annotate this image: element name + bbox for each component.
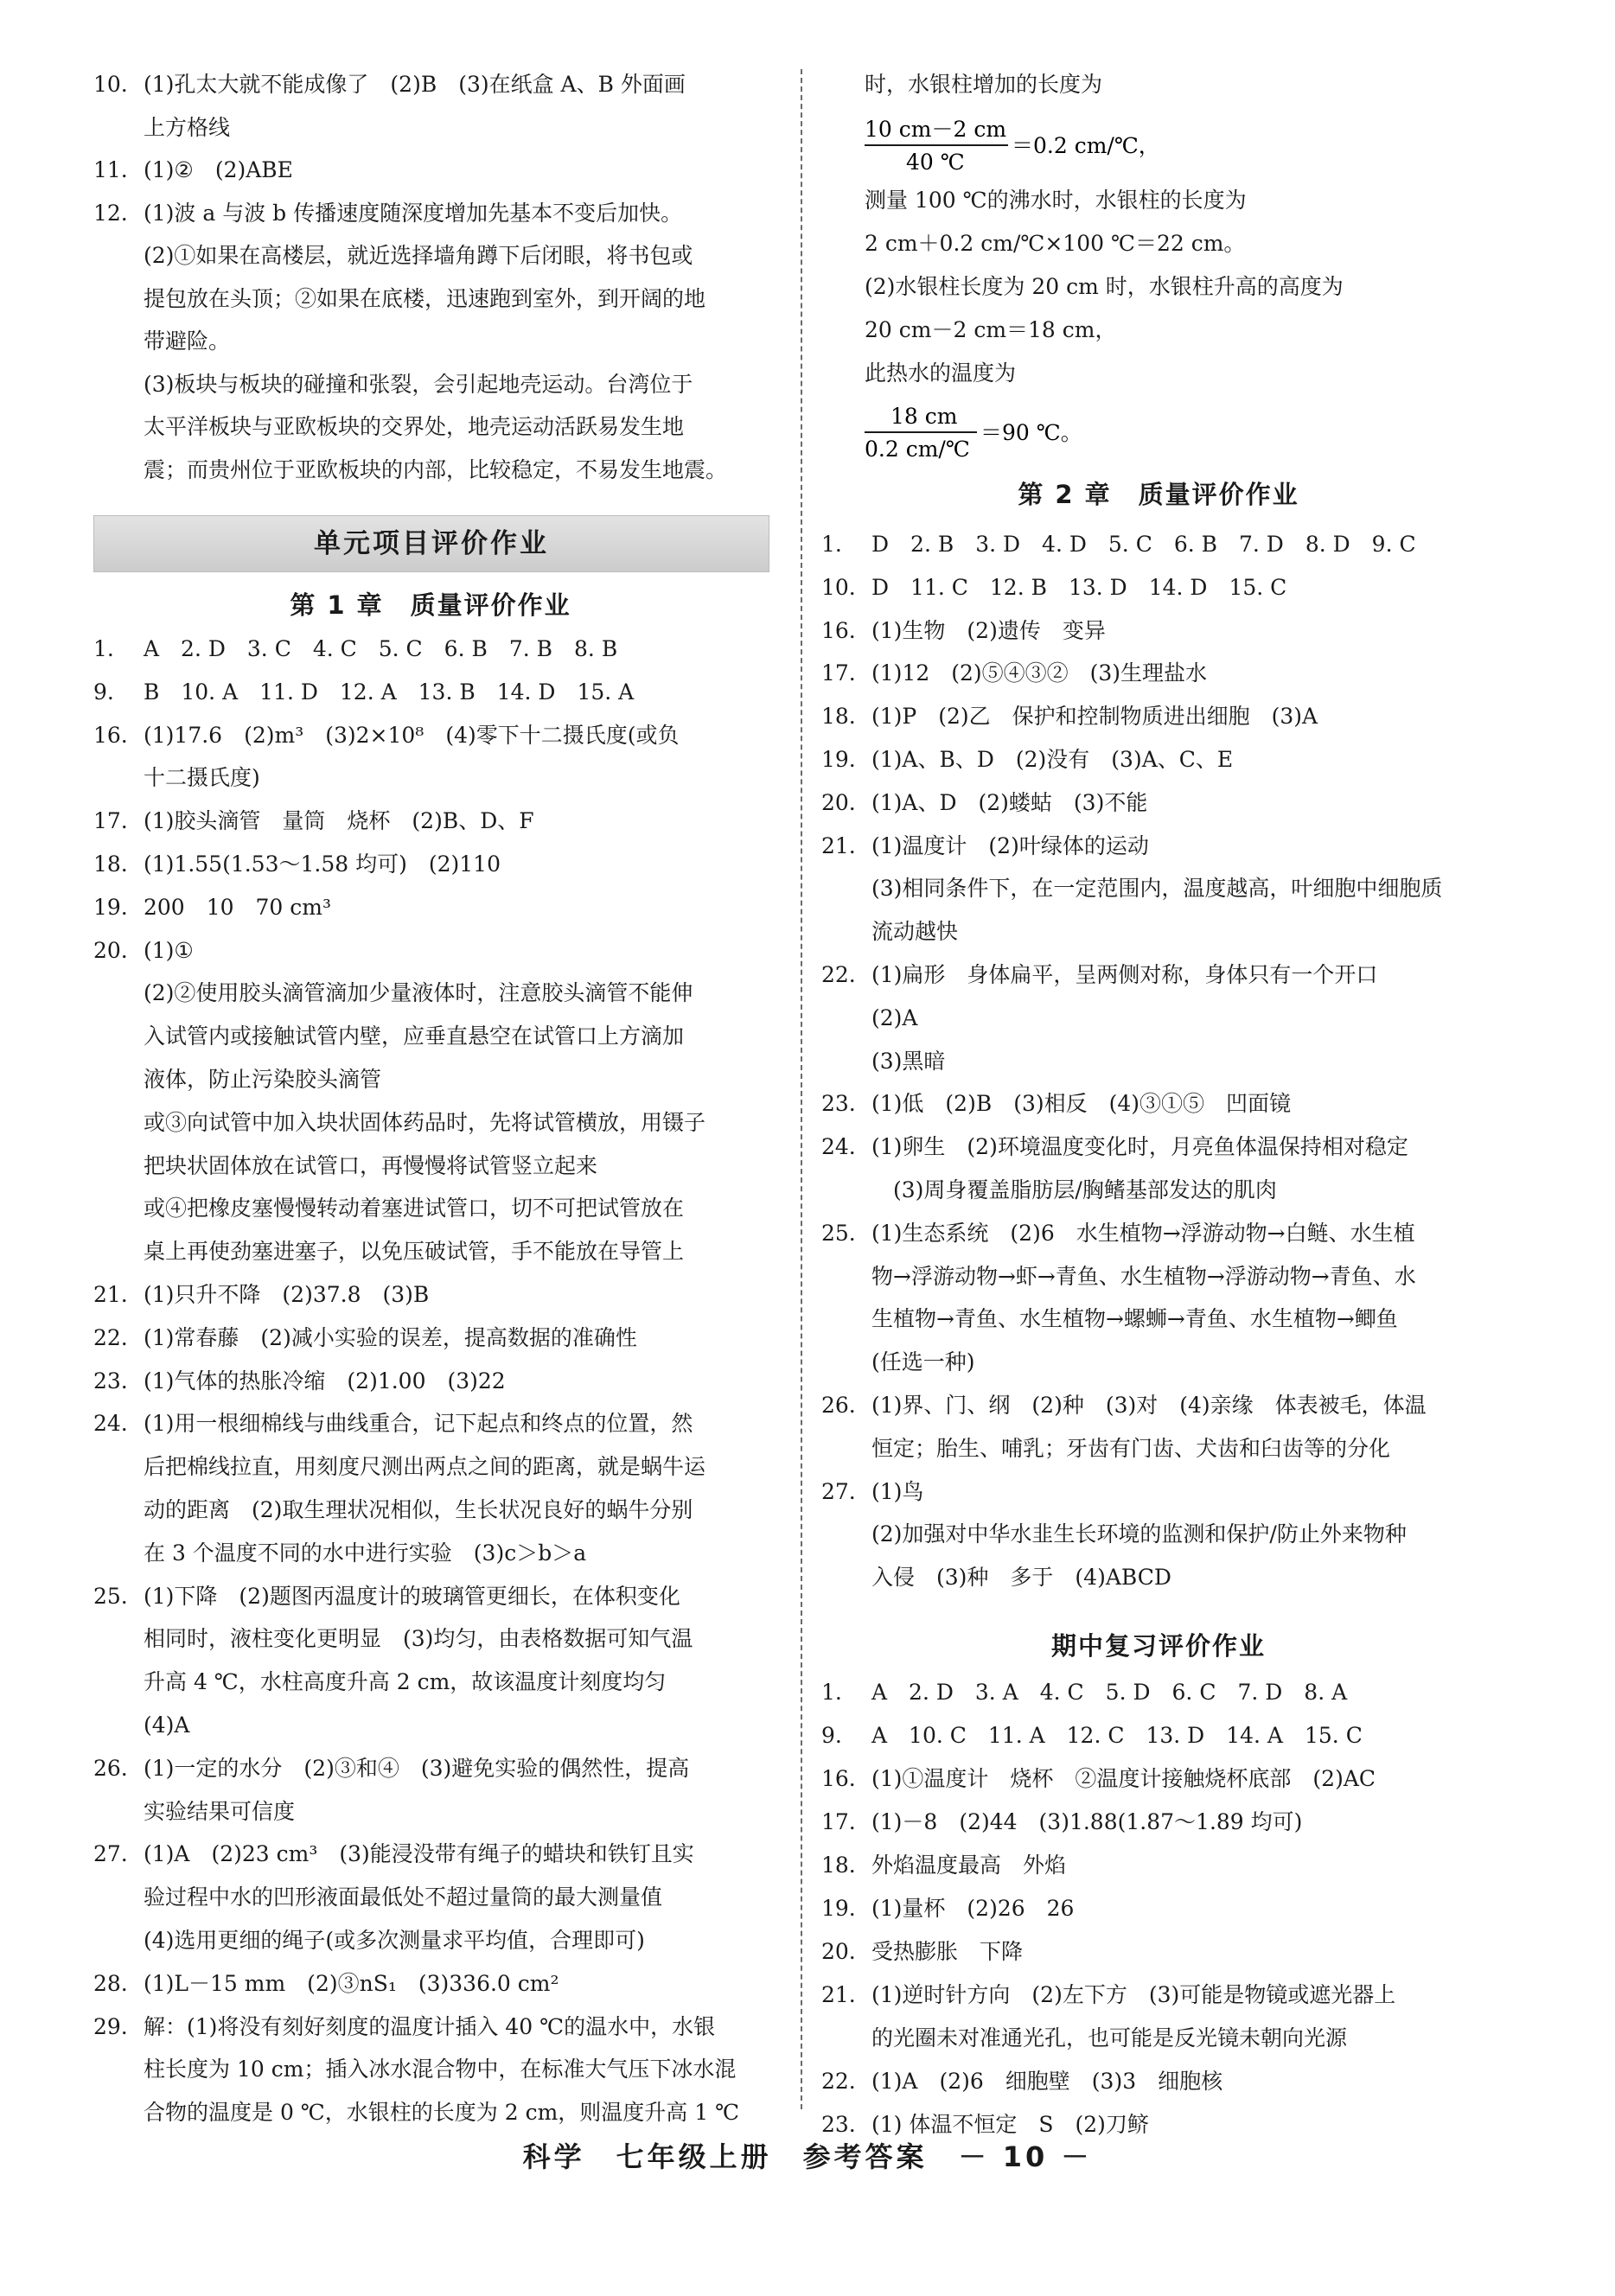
answer-line xyxy=(821,1519,1407,1550)
answer-line xyxy=(821,1936,1023,1968)
answer-line xyxy=(93,677,634,708)
answer-text: A 2. D 3. C 4. C 5. C 6. B 7. B 8. B xyxy=(144,636,618,661)
answer-text: (1)低 (2)B (3)相反 (4)③①⑤ 凹面镜 xyxy=(871,1091,1292,1117)
answer-line xyxy=(93,411,684,443)
answer-text: 柱长度为 10 cm；插入冰水混合物中，在标准大气压下冰水混 xyxy=(144,2057,737,2082)
answer-text: (4)选用更细的绳子(或多次测量求平均值，合理即可) xyxy=(144,1928,645,1953)
answer-text: (1)－8 (2)44 (3)1.88(1.87～1.89 均可) xyxy=(871,1809,1303,1834)
answer-text: A 10. C 11. A 12. C 13. D 14. A 15. C xyxy=(871,1723,1363,1748)
answer-line xyxy=(821,658,1207,689)
fraction-2-result: ＝90 ℃。 xyxy=(980,420,1082,445)
question-number: 21. xyxy=(821,832,856,858)
answer-line xyxy=(821,1476,923,1508)
answer-line xyxy=(93,2054,736,2085)
answer-text: (1)波 a 与波 b 传播速度随深度增加先基本不变后加快。 xyxy=(144,200,683,226)
question-number: 11. xyxy=(93,157,128,182)
answer-line xyxy=(93,1796,295,1827)
answer-line xyxy=(93,1366,506,1397)
fraction-2-denominator: 0.2 cm/℃ xyxy=(865,437,970,462)
answer-line xyxy=(93,935,194,966)
answer-line xyxy=(93,1495,693,1526)
question-number: 27. xyxy=(93,1841,128,1867)
answer-text: B 10. A 11. D 12. A 13. B 14. D 15. A xyxy=(144,679,635,705)
chapter-2-title: 第 2 章 质量评价作业 xyxy=(1018,480,1299,509)
answer-line xyxy=(821,744,1233,775)
answer-text: 太平洋板块与亚欧板块的交界处，地壳运动活跃易发生地 xyxy=(144,414,685,439)
answer-line xyxy=(821,831,1149,862)
answer-text: (1)② (2)ABE xyxy=(144,157,293,182)
fraction-1 xyxy=(865,112,1470,178)
answer-text: 后把棉线拉直，用刻度尺测出两点之间的距离，就是蜗牛运 xyxy=(144,1454,706,1480)
answer-line xyxy=(93,1323,637,1354)
question-number: 23. xyxy=(821,1091,856,1117)
question-number: 27. xyxy=(821,1478,856,1504)
answer-text: (1)逆时针方向 (2)左下方 (3)可能是物镜或遮光器上 xyxy=(871,1982,1396,2007)
answer-line xyxy=(93,634,617,665)
answer-line xyxy=(93,1021,684,1052)
answer-line xyxy=(821,1763,1376,1795)
answer-line xyxy=(821,916,958,947)
answer-line xyxy=(93,2097,739,2128)
question-number: 28. xyxy=(93,1970,128,1996)
question-number: 18. xyxy=(821,1853,856,1878)
answer-text: 外焰温度最高 外焰 xyxy=(871,1853,1067,1878)
answer-line xyxy=(93,1968,559,1999)
answer-line xyxy=(821,2023,1347,2054)
answer-line xyxy=(821,1677,1347,1708)
answer-text: (3)周身覆盖脂肪层/胸鳍基部发达的肌肉 xyxy=(871,1177,1277,1202)
answer-text: (1)P (2)乙 保护和控制物质进出细胞 (3)A xyxy=(871,704,1318,730)
answer-line xyxy=(821,529,1416,560)
answer-text: 相同时，液柱变化更明显 (3)均匀，由表格数据可知气温 xyxy=(144,1626,693,1652)
answer-text: 上方格线 xyxy=(144,114,231,140)
answer-text: (3)相同条件下，在一定范围内，温度越高，叶细胞中细胞质 xyxy=(871,876,1443,902)
calculation-line: (2)水银柱长度为 20 cm 时，水银柱升高的高度为 xyxy=(865,274,1344,299)
answer-line xyxy=(821,1088,1291,1119)
answer-line xyxy=(93,1753,689,1784)
answer-text: (2)加强对中华水韭生长环境的监测和保护/防止外来物种 xyxy=(871,1521,1407,1547)
answer-text: 恒定；胎生、哺乳；牙齿有门齿、犬齿和臼齿等的分化 xyxy=(871,1435,1391,1461)
question-number: 16. xyxy=(821,617,856,643)
question-number: 17. xyxy=(821,660,856,686)
answer-text: 流动越快 xyxy=(871,919,959,945)
calculation-line: 20 cm－2 cm＝18 cm， xyxy=(865,317,1117,342)
question-number: 29. xyxy=(93,2013,128,2039)
question-number: 23. xyxy=(93,1368,128,1394)
answer-text: 带避险。 xyxy=(144,328,231,354)
answer-line xyxy=(821,1046,945,1077)
answer-text: 入侵 (3)种 多于 (4)ABCD xyxy=(871,1565,1171,1591)
answer-line xyxy=(93,1538,586,1569)
answer-line xyxy=(821,572,1286,603)
answer-line xyxy=(821,1720,1363,1751)
answer-line xyxy=(821,1304,1398,1335)
answer-line xyxy=(93,155,293,186)
question-number: 20. xyxy=(821,789,856,815)
question-number: 10. xyxy=(93,72,128,97)
answer-text: (2)①如果在高楼层，就近选择墙角蹲下后闭眼，将书包或 xyxy=(144,243,693,268)
answer-line xyxy=(93,1710,189,1741)
answer-line xyxy=(821,1980,1395,2011)
fraction-1-numerator: 10 cm－2 cm xyxy=(865,117,1007,142)
answer-line xyxy=(93,762,260,794)
answer-line xyxy=(93,720,679,751)
answer-text: (1)量杯 (2)26 26 xyxy=(871,1896,1075,1921)
answer-line xyxy=(93,112,230,144)
continued-text: 时，水银柱增加的长度为 xyxy=(865,72,1103,97)
calculation-line: 2 cm＋0.2 cm/℃×100 ℃＝22 cm。 xyxy=(865,231,1246,256)
question-number: 21. xyxy=(821,1982,856,2007)
answer-line xyxy=(93,1925,645,1956)
answer-text: 或③向试管中加入块状固体药品时，先将试管横放，用镊子 xyxy=(144,1109,706,1135)
answer-line xyxy=(821,1893,1074,1924)
answer-line xyxy=(821,1175,1277,1206)
answer-text: (4)A xyxy=(144,1712,190,1738)
answer-line xyxy=(821,788,1147,819)
answer-line xyxy=(93,1193,684,1224)
answer-text: (2)A xyxy=(871,1004,918,1030)
calculation-line: 此热水的温度为 xyxy=(865,360,1017,386)
answer-line xyxy=(93,1279,429,1311)
question-number: 17. xyxy=(821,1809,856,1834)
answer-line xyxy=(93,1107,705,1138)
answer-text: (1)鸟 xyxy=(871,1478,924,1504)
answer-text: 合物的温度是 0 ℃，水银柱的长度为 2 cm，则温度升高 1 ℃ xyxy=(144,2100,740,2126)
question-number: 9. xyxy=(821,1723,842,1748)
answer-text: (1)A、B、D (2)没有 (3)A、C、E xyxy=(871,747,1234,772)
question-number: 12. xyxy=(93,200,128,226)
answer-text: 200 10 70 cm³ xyxy=(144,894,332,920)
answer-line xyxy=(93,1623,693,1655)
answer-text: (1)① xyxy=(144,937,194,963)
question-number: 18. xyxy=(821,704,856,730)
answer-line xyxy=(93,369,693,400)
answer-text: (1)一定的水分 (2)③和④ (3)避免实验的偶然性，提高 xyxy=(144,1755,690,1781)
answer-text: (1)A (2)6 细胞壁 (3)3 细胞核 xyxy=(871,2069,1223,2094)
answer-text: (1)只升不降 (2)37.8 (3)B xyxy=(144,1282,430,1307)
answer-line xyxy=(93,1408,693,1439)
answer-text: (1)温度计 (2)叶绿体的运动 xyxy=(871,832,1149,858)
question-number: 23. xyxy=(821,2112,856,2137)
answer-text: D 2. B 3. D 4. D 5. C 6. B 7. D 8. D 9. C xyxy=(871,532,1416,557)
answer-line xyxy=(821,1347,975,1378)
answer-line xyxy=(821,1807,1302,1838)
answer-text: 物→浮游动物→虾→青鱼、水生植物→浮游动物→青鱼、水 xyxy=(871,1263,1416,1289)
answer-line xyxy=(93,849,501,880)
answer-text: 的光圈未对准通光孔，也可能是反光镜未朝向光源 xyxy=(871,2025,1348,2050)
question-number: 20. xyxy=(93,937,128,963)
answer-text: (1)扁形 身体扁平，呈两侧对称，身体只有一个开口 xyxy=(871,962,1378,987)
question-number: 26. xyxy=(93,1755,128,1781)
answer-text: (1)胶头滴管 量筒 烧杯 (2)B、D、F xyxy=(144,808,534,834)
fraction-1-denominator: 40 ℃ xyxy=(906,150,965,175)
question-number: 19. xyxy=(821,1896,856,1921)
fraction-2 xyxy=(865,399,1470,465)
question-number: 1. xyxy=(821,1680,842,1705)
question-number: 25. xyxy=(93,1583,128,1609)
question-number: 19. xyxy=(821,747,856,772)
question-number: 18. xyxy=(93,851,128,877)
answer-line xyxy=(93,1151,597,1182)
answer-text: (1)A (2)23 cm³ (3)能浸没带有绳子的蜡块和铁钉且实 xyxy=(144,1841,694,1867)
answer-text: 提包放在头顶；②如果在底楼，迅速跑到室外，到开阔的地 xyxy=(144,285,706,311)
question-number: 1. xyxy=(93,636,114,661)
answer-line xyxy=(93,1667,666,1698)
answer-line xyxy=(821,1850,1066,1881)
answer-line xyxy=(93,326,230,357)
answer-text: 桌上再使劲塞进塞子，以免压破试管，手不能放在导管上 xyxy=(144,1239,685,1265)
question-number: 26. xyxy=(821,1393,856,1418)
answer-line xyxy=(821,701,1318,732)
answer-text: (1)生态系统 (2)6 水生植物→浮游动物→白鲢、水生植 xyxy=(871,1220,1415,1246)
answer-text: (1)1.55(1.53～1.58 均可) (2)110 xyxy=(144,851,501,877)
answer-text: 震；而贵州位于亚欧板块的内部，比较稳定，不易发生地震。 xyxy=(144,456,728,482)
answer-line xyxy=(821,615,1106,647)
question-number: 16. xyxy=(821,1766,856,1791)
answer-text: 动的距离 (2)取生理状况相似，生长状况良好的蜗牛分别 xyxy=(144,1497,693,1522)
answer-text: 升高 4 ℃，水柱高度升高 2 cm，故该温度计刻度均匀 xyxy=(144,1669,667,1695)
question-number: 22. xyxy=(821,2069,856,2094)
answer-text: 液体，防止污染胶头滴管 xyxy=(144,1067,382,1092)
answer-text: (1)气体的热胀冷缩 (2)1.00 (3)22 xyxy=(144,1368,506,1394)
question-number: 21. xyxy=(93,1282,128,1307)
answer-text: (2)②使用胶头滴管滴加少量液体时，注意胶头滴管不能伸 xyxy=(144,980,693,1006)
answer-line xyxy=(821,1562,1171,1593)
answer-line xyxy=(821,1261,1416,1292)
answer-text: A 2. D 3. A 4. C 5. D 6. C 7. D 8. A xyxy=(871,1680,1348,1705)
answer-text: (1)孔太大就不能成像了 (2)B (3)在纸盒 A、B 外面画 xyxy=(144,72,686,97)
answer-text: (1)生物 (2)遗传 变异 xyxy=(871,617,1106,643)
answer-text: (1)①温度计 烧杯 ②温度计接触烧杯底部 (2)AC xyxy=(871,1766,1376,1791)
answer-line xyxy=(821,1218,1415,1249)
answer-line xyxy=(93,1236,684,1267)
answer-text: 生植物→青鱼、水生植物→螺蛳→青鱼、水生植物→鲫鱼 xyxy=(871,1306,1398,1332)
answer-text: (1) 体温不恒定 S (2)刀鲚 xyxy=(871,2112,1149,2137)
question-number: 1. xyxy=(821,532,842,557)
answer-line xyxy=(93,284,705,315)
answer-text: 在 3 个温度不同的水中进行实验 (3)c＞b＞a xyxy=(144,1540,587,1566)
question-number: 19. xyxy=(93,894,128,920)
column-divider xyxy=(801,69,802,2109)
answer-line xyxy=(93,1064,381,1095)
question-number: 22. xyxy=(93,1324,128,1350)
answer-line xyxy=(93,198,682,229)
answer-line xyxy=(93,892,331,923)
answer-line xyxy=(93,1839,694,1870)
answer-text: (任选一种) xyxy=(871,1349,975,1375)
answer-text: (3)板块与板块的碰撞和张裂，会引起地壳运动。台湾位于 xyxy=(144,371,693,397)
answer-text: 实验结果可信度 xyxy=(144,1798,296,1824)
answer-text: 受热膨胀 下降 xyxy=(871,1939,1024,1964)
answer-line xyxy=(93,806,534,837)
answer-line xyxy=(93,978,693,1009)
answer-line xyxy=(821,1433,1390,1464)
question-number: 24. xyxy=(93,1411,128,1437)
answer-line xyxy=(93,1581,680,1612)
answer-text: (1)界、门、纲 (2)种 (3)对 (4)亲缘 体表被毛，体温 xyxy=(871,1393,1427,1418)
answer-line xyxy=(821,1132,1408,1163)
answer-text: (1)常春藤 (2)减小实验的误差，提高数据的准确性 xyxy=(144,1324,637,1350)
chapter-1-title: 第 1 章 质量评价作业 xyxy=(290,590,571,620)
midterm-title: 期中复习评价作业 xyxy=(1050,1631,1266,1661)
answer-text: D 11. C 12. B 13. D 14. D 15. C xyxy=(871,574,1287,600)
page-footer: 科学 七年级上册 参考答案 － 10 － xyxy=(522,2140,1093,2173)
section-banner: 单元项目评价作业 xyxy=(93,515,769,572)
question-number: 22. xyxy=(821,962,856,987)
answer-line xyxy=(93,455,727,486)
answer-line xyxy=(93,1882,662,1913)
question-number: 10. xyxy=(821,574,856,600)
answer-line xyxy=(821,1003,917,1034)
answer-text: (1)12 (2)⑤④③② (3)生理盐水 xyxy=(871,660,1208,686)
answer-text: (3)黑暗 xyxy=(871,1048,946,1074)
fraction-2-numerator: 18 cm xyxy=(890,404,958,429)
answer-line xyxy=(93,2012,715,2043)
answer-line xyxy=(93,240,693,271)
answer-text: 或④把橡皮塞慢慢转动着塞进试管口，切不可把试管放在 xyxy=(144,1196,685,1221)
answer-text: 入试管内或接触试管内壁，应垂直悬空在试管口上方滴加 xyxy=(144,1024,685,1049)
answer-text: (1)卵生 (2)环境温度变化时，月亮鱼体温保持相对稳定 xyxy=(871,1134,1408,1160)
answer-text: 解：(1)将没有刻好刻度的温度计插入 40 ℃的温水中，水银 xyxy=(144,2013,716,2039)
answer-line xyxy=(821,873,1442,904)
answer-line xyxy=(821,1390,1427,1421)
answer-text: (1)A、D (2)蝼蛄 (3)不能 xyxy=(871,789,1148,815)
answer-text: (1)下降 (2)题图丙温度计的玻璃管更细长，在体积变化 xyxy=(144,1583,680,1609)
answer-text: (1)17.6 (2)m³ (3)2×10⁸ (4)零下十二摄氏度(或负 xyxy=(144,722,680,748)
answer-line xyxy=(93,1451,705,1483)
answer-text: (1)用一根细棉线与曲线重合，记下起点和终点的位置，然 xyxy=(144,1411,693,1437)
answer-line xyxy=(821,960,1377,991)
question-number: 24. xyxy=(821,1134,856,1160)
answer-text: 验过程中水的凹形液面最低处不超过量筒的最大测量值 xyxy=(144,1885,663,1910)
calculation-line: 测量 100 ℃的沸水时，水银柱的长度为 xyxy=(865,188,1247,213)
question-number: 9. xyxy=(93,679,114,705)
question-number: 16. xyxy=(93,722,128,748)
answer-text: 把块状固体放在试管口，再慢慢将试管竖立起来 xyxy=(144,1152,598,1178)
question-number: 25. xyxy=(821,1220,856,1246)
answer-text: 十二摄氏度) xyxy=(144,765,260,791)
answer-line xyxy=(93,69,686,100)
answer-line xyxy=(821,2066,1222,2097)
question-number: 20. xyxy=(821,1939,856,1964)
answer-text: (1)L－15 mm (2)③nS₁ (3)336.0 cm² xyxy=(144,1970,559,1996)
fraction-1-result: ＝0.2 cm/℃， xyxy=(1012,133,1160,158)
question-number: 17. xyxy=(93,808,128,834)
